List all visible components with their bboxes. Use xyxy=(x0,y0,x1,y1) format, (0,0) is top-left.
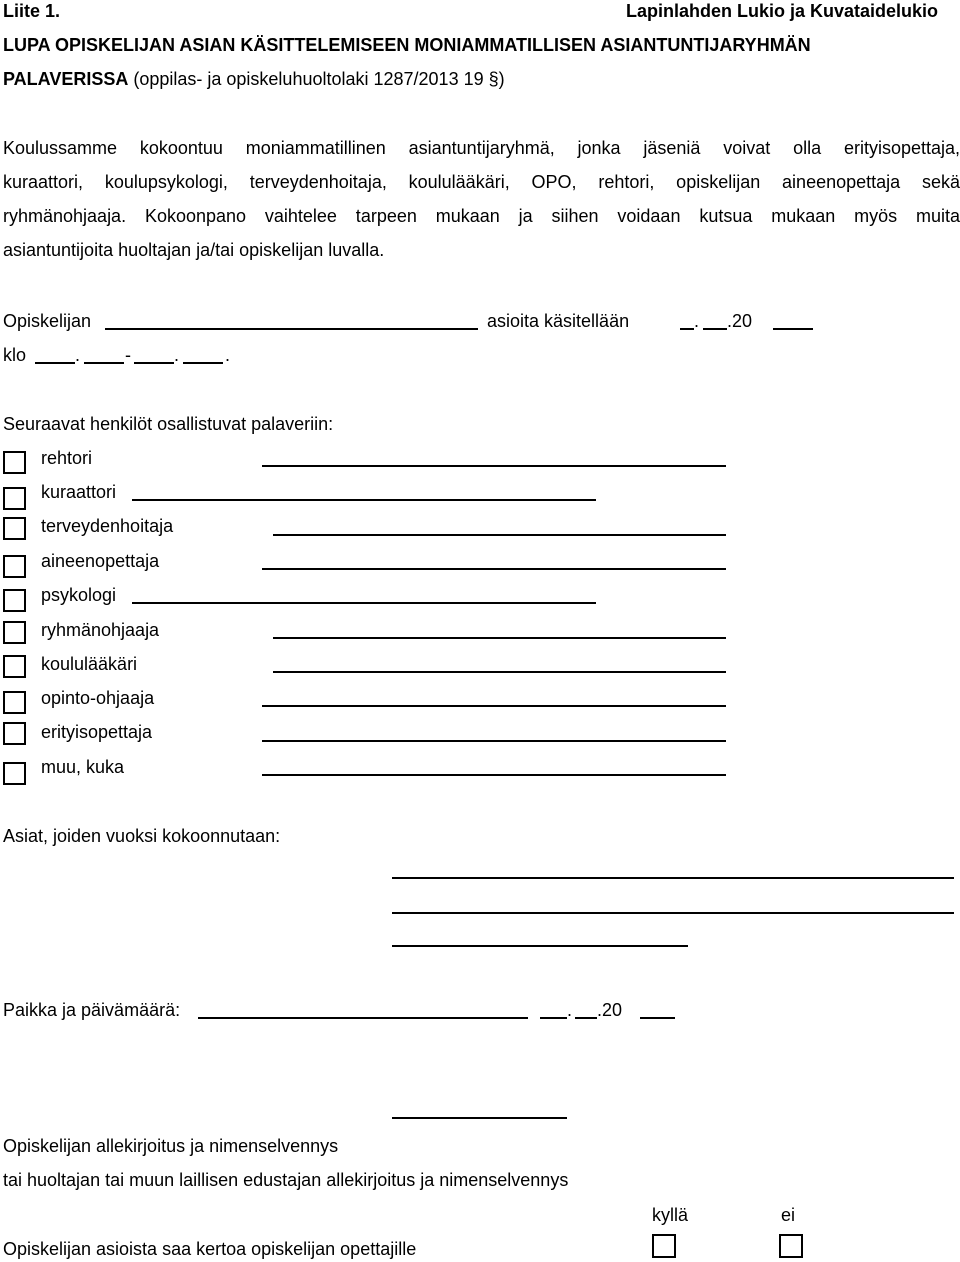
checkbox-rehtori[interactable] xyxy=(3,451,26,474)
participant-label: koululääkäri xyxy=(41,654,138,674)
time-label: klo xyxy=(3,345,27,365)
participant-label: kuraattori xyxy=(41,482,117,502)
student-name-field[interactable] xyxy=(105,328,478,330)
time-separator: . xyxy=(75,345,81,365)
checkbox-koululaakari[interactable] xyxy=(3,655,26,678)
law-reference-close: ) xyxy=(498,69,505,89)
attachment-label: Liite 1. xyxy=(3,1,61,21)
meeting-month-field[interactable] xyxy=(703,328,727,330)
reason-line-2[interactable] xyxy=(392,912,954,914)
checkbox-aineenopettaja[interactable] xyxy=(3,555,26,578)
participant-label: rehtori xyxy=(41,448,93,468)
consent-question: Opiskelijan asioista saa kertoa opiskelijan opettajille xyxy=(3,1239,417,1259)
participant-label: erityisopettaja xyxy=(41,722,153,742)
participants-heading: Seuraavat henkilöt osallistuvat palaveriin: xyxy=(3,414,334,434)
place-field[interactable] xyxy=(198,1017,528,1019)
law-reference: (oppilas- ja opiskeluhuoltolaki 1287/2013 19 xyxy=(128,69,489,89)
checkbox-kuraattori[interactable] xyxy=(3,487,26,510)
time-end-dot: . xyxy=(225,345,231,365)
form-title: LUPA OPISKELIJAN ASIAN KÄSITTELEMISEEN MONIAMMATILLISEN ASIANTUNTIJARYHMÄN xyxy=(3,35,811,55)
participant-label: aineenopettaja xyxy=(41,551,160,571)
time-range-dash: - xyxy=(125,345,131,365)
participant-label: ryhmänohjaaja xyxy=(41,620,160,640)
start-hour-field[interactable] xyxy=(35,362,75,364)
signature-field[interactable] xyxy=(392,1117,567,1119)
participant-name-field[interactable] xyxy=(273,671,726,673)
processed-label: asioita käsitellään xyxy=(487,311,630,331)
reasons-heading: Asiat, joiden vuoksi kokoonnutaan: xyxy=(3,826,281,846)
section-sign-icon: § xyxy=(488,69,499,89)
checkbox-psykologi[interactable] xyxy=(3,589,26,612)
reason-line-3[interactable] xyxy=(392,945,688,947)
time-separator: . xyxy=(174,345,180,365)
intro-line-3: ryhmänohjaaja. Kokoonpano vaihtelee tarpeen mukaan ja siihen voidaan kutsua mukaan myös muita xyxy=(3,206,960,226)
no-label: ei xyxy=(781,1205,796,1225)
participant-name-field[interactable] xyxy=(262,465,726,467)
meeting-day-field[interactable] xyxy=(680,328,694,330)
start-minute-field[interactable] xyxy=(84,362,124,364)
participant-label: terveydenhoitaja xyxy=(41,516,174,536)
date-month-field[interactable] xyxy=(575,1017,597,1019)
meeting-year-field[interactable] xyxy=(773,328,813,330)
end-minute-field[interactable] xyxy=(183,362,223,364)
checkbox-terveydenhoitaja[interactable] xyxy=(3,517,26,540)
participant-name-field[interactable] xyxy=(132,602,596,604)
participant-name-field[interactable] xyxy=(132,499,596,501)
date-separator: . xyxy=(694,311,700,331)
form-subtitle xyxy=(3,69,505,90)
date-year-prefix: .20 xyxy=(597,1000,623,1020)
place-date-label: Paikka ja päivämäärä: xyxy=(3,1000,181,1020)
meeting-year-prefix: .20 xyxy=(727,311,753,331)
checkbox-erityisopettaja[interactable] xyxy=(3,722,26,745)
participant-label: opinto-ohjaaja xyxy=(41,688,155,708)
intro-line-1: Koulussamme kokoontuu moniammatillinen asiantuntijaryhmä, jonka jäseniä voivat olla erityisopettaja, xyxy=(3,138,960,158)
participant-name-field[interactable] xyxy=(273,534,726,536)
yes-label: kyllä xyxy=(652,1205,689,1225)
checkbox-opinto-ohjaaja[interactable] xyxy=(3,691,26,714)
consent-yes-checkbox[interactable] xyxy=(652,1234,676,1258)
checkbox-ryhmanohjaaja[interactable] xyxy=(3,621,26,644)
form-title-continued: PALAVERISSA xyxy=(3,69,129,89)
consent-no-checkbox[interactable] xyxy=(779,1234,803,1258)
intro-line-2: kuraattori, koulupsykologi, terveydenhoitaja, koululääkäri, OPO, rehtori, opiskelijan aineenopettaja sekä xyxy=(3,172,960,192)
date-separator: . xyxy=(567,1000,573,1020)
guardian-signature-label: tai huoltajan tai muun laillisen edustajan allekirjoitus ja nimenselvennys xyxy=(3,1170,569,1190)
school-name: Lapinlahden Lukio ja Kuvataidelukio xyxy=(625,1,938,21)
date-year-field[interactable] xyxy=(640,1017,675,1019)
participant-name-field[interactable] xyxy=(262,774,726,776)
checkbox-muu[interactable] xyxy=(3,762,26,785)
participant-name-field[interactable] xyxy=(262,705,726,707)
end-hour-field[interactable] xyxy=(134,362,174,364)
signature-label: Opiskelijan allekirjoitus ja nimenselvennys xyxy=(3,1136,339,1156)
student-label: Opiskelijan xyxy=(3,311,92,331)
participant-label: muu, kuka xyxy=(41,757,125,777)
participant-name-field[interactable] xyxy=(262,740,726,742)
participant-name-field[interactable] xyxy=(273,637,726,639)
date-day-field[interactable] xyxy=(540,1017,567,1019)
participant-name-field[interactable] xyxy=(262,568,726,570)
participant-label: psykologi xyxy=(41,585,117,605)
reason-line-1[interactable] xyxy=(392,877,954,879)
intro-line-4: asiantuntijoita huoltajan ja/tai opiskelijan luvalla. xyxy=(3,240,385,260)
